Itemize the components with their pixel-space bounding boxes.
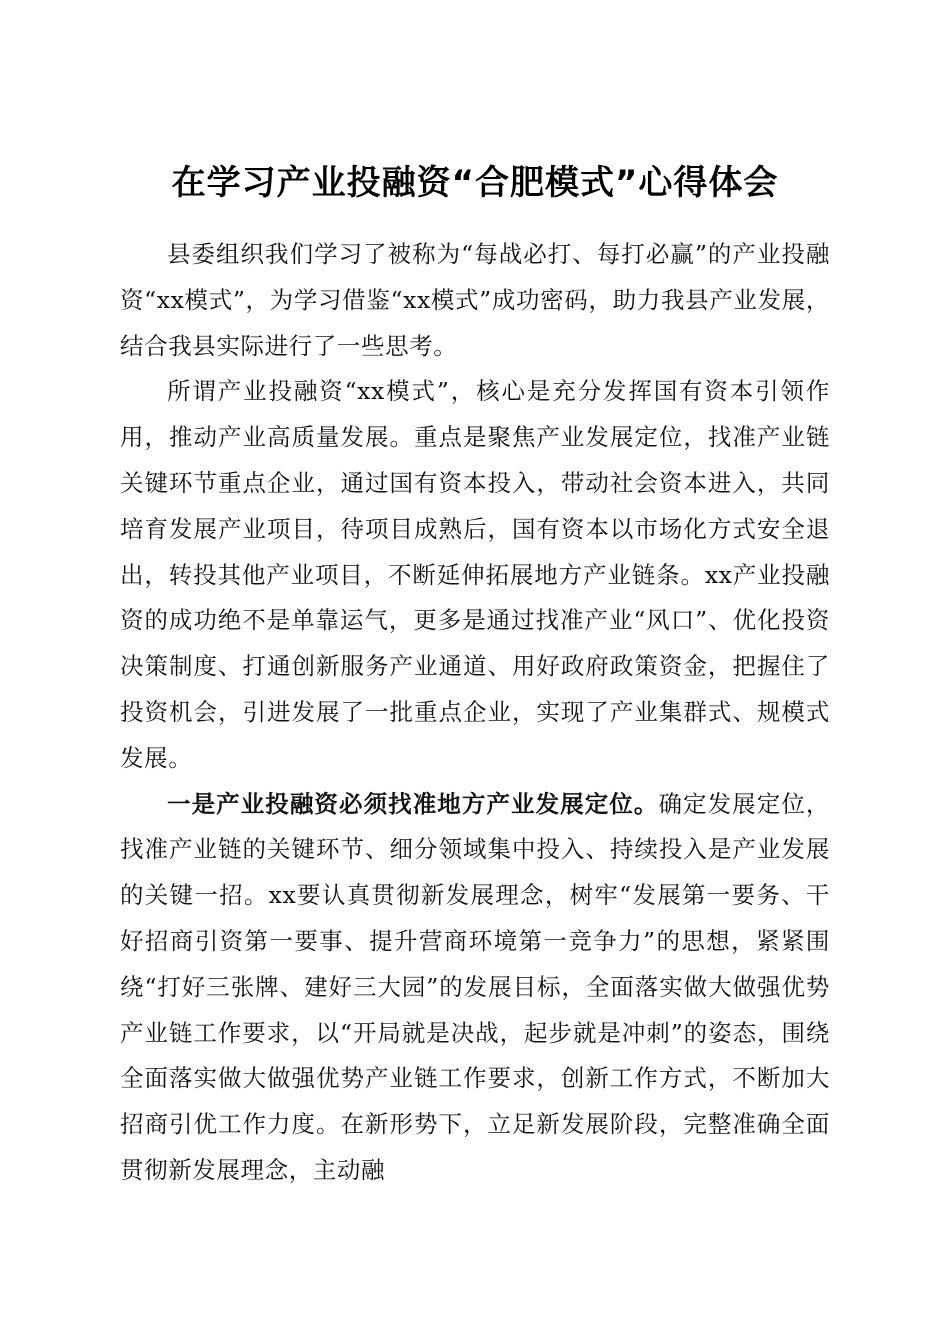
paragraph-model-summary: 所谓产业投融资“xx模式”，核心是充分发挥国有资本引领作用，推动产业高质量发展。重点是聚焦产业发展定位，找准产业链关键环节重点企业，通过国有资本投入，带动社会资本进入，共同培育发展产业项目，待项目成熟后，国有资本以市场化方式安全退出，转投其他产业项目，不断延伸拓展地方产业链条。xx产业投融资的成功绝不是单靠运气，更多是通过找准产业“风口”、优化投资决策制度、打通创新服务产业通道、用好政府政策资金，把握住了投资机会，引进发展了一批重点企业，实现了产业集群式、规模式发展。 (120, 377, 830, 772)
document-title: 在学习产业投融资“合肥模式”心得体会 (171, 162, 779, 203)
paragraph-lead-heading: 一是产业投融资必须找准地方产业发展定位。 (167, 789, 659, 818)
paragraph-point-one (120, 782, 830, 1194)
paragraph-point-one-text: 确定发展定位，找准产业链的关键环节、细分领域集中投入、持续投入是产业发展的关键一招。xx要认真贯彻新发展理念，树牢“发展第一要务、干好招商引资第一要事、提升营商环境第一竞争力”的思想，紧紧围绕“打好三张牌、建好三大园”的发展目标，全面落实做大做强优势产业链工作要求，以“开局就是决战，起步就是冲刺”的姿态，围绕全面落实做大做强优势产业链工作要求，创新工作方式，不断加大招商引优工作力度。在新形势下，立足新发展阶段，完整准确全面贯彻新发展理念，主动融 (120, 789, 831, 1184)
document-body (120, 232, 830, 1194)
paragraph-intro: 县委组织我们学习了被称为“每战必打、每打必赢”的产业投融资“xx模式”，为学习借鉴“xx模式”成功密码，助力我县产业发展，结合我县实际进行了一些思考。 (120, 240, 830, 360)
